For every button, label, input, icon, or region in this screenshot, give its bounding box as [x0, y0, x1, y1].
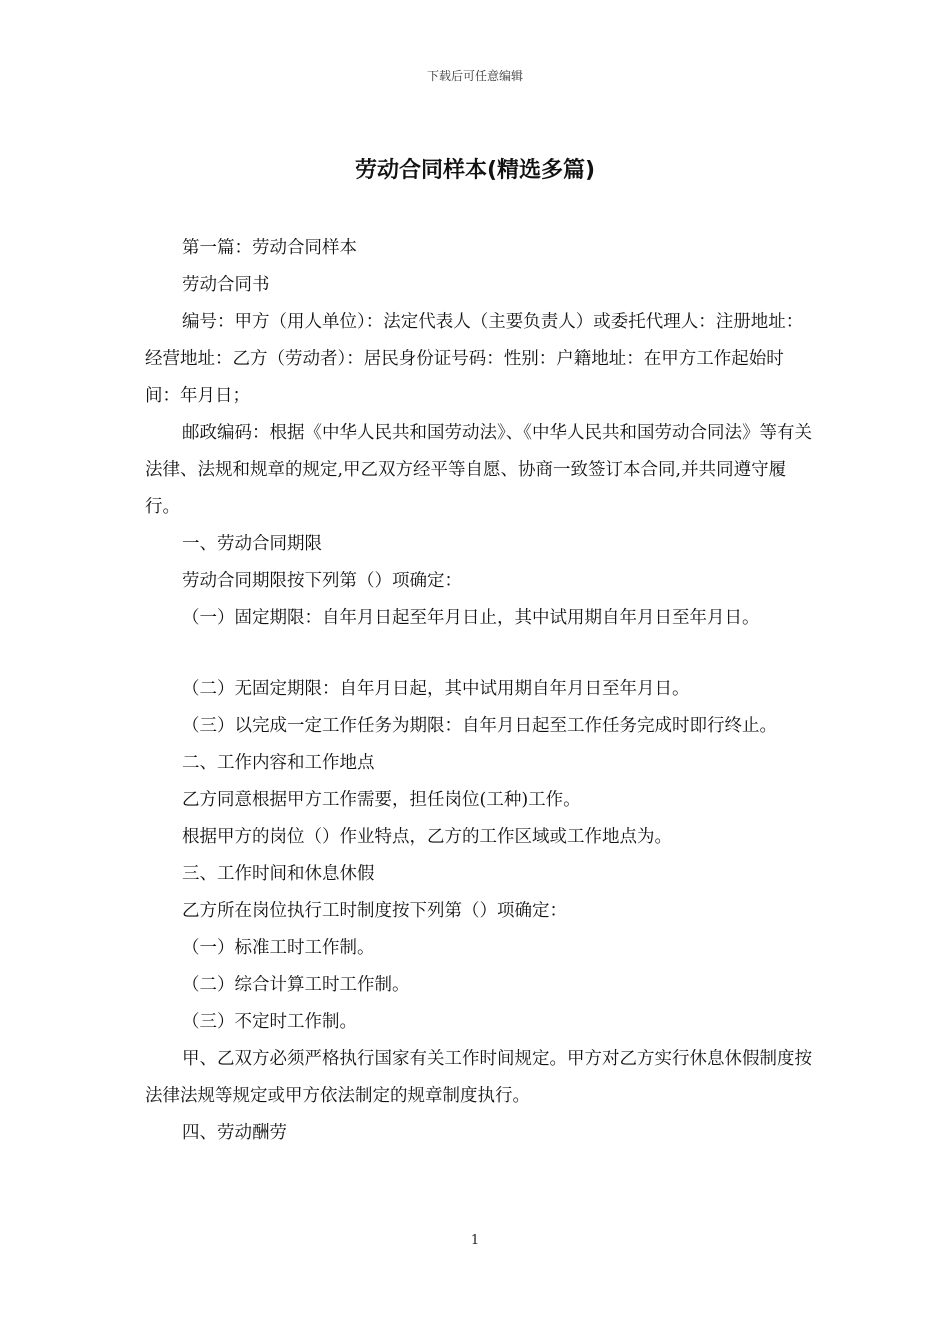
hours-option-flexible: （三）不定时工作制。: [182, 1012, 357, 1032]
clause-heading-working-hours: 三、工作时间和休息休假: [182, 864, 375, 884]
paragraph-position: 乙方同意根据甲方工作需要，担任岗位(工种)工作。: [182, 790, 581, 810]
paragraph-rest-rules: 甲、乙双方必须严格执行国家有关工作时间规定。甲方对乙方实行休息休假制度按法律法规等规定或甲方依法制定的规章制度执行。: [145, 1049, 812, 1106]
clause-heading-remuneration: 四、劳动酬劳: [182, 1123, 287, 1143]
paragraph-term-choice: 劳动合同期限按下列第（）项确定：: [182, 571, 462, 591]
term-option-fixed: （一）固定期限：自年月日起至年月日止，其中试用期自年月日至年月日。: [182, 608, 760, 628]
clause-heading-term: 一、劳动合同期限: [182, 534, 322, 554]
document-title: 劳动合同样本(精选多篇): [354, 158, 596, 183]
page-header-note: 下载后可任意编辑: [426, 69, 523, 83]
hours-option-standard: （一）标准工时工作制。: [182, 938, 375, 958]
clause-heading-work-content: 二、工作内容和工作地点: [182, 753, 375, 773]
document-body: [145, 230, 815, 1152]
contract-heading: 劳动合同书: [182, 275, 270, 295]
hours-option-comprehensive: （二）综合计算工时工作制。: [182, 975, 410, 995]
term-option-open-ended: （二）无固定期限：自年月日起，其中试用期自年月日至年月日。: [182, 679, 690, 699]
term-option-task-based: （三）以完成一定工作任务为期限：自年月日起至工作任务完成时即行终止。: [182, 716, 777, 736]
page-number: 1: [470, 1233, 480, 1248]
paragraph-party-info: 编号：甲方（用人单位）：法定代表人（主要负责人）或委托代理人：注册地址：经营地址：乙方（劳动者）：居民身份证号码：性别：户籍地址：在甲方工作起始时间：年月日；: [145, 312, 804, 406]
section-heading-part-one: 第一篇：劳动合同样本: [182, 238, 357, 258]
paragraph-hours-choice: 乙方所在岗位执行工时制度按下列第（）项确定：: [182, 901, 567, 921]
paragraph-work-location: 根据甲方的岗位（）作业特点，乙方的工作区域或工作地点为。: [182, 827, 672, 847]
paragraph-legal-basis: 邮政编码：根据《中华人民共和国劳动法》、《中华人民共和国劳动合同法》等有关法律、法规和规章的规定,甲乙双方经平等自愿、协商一致签订本合同,并共同遵守履行。: [145, 423, 812, 517]
